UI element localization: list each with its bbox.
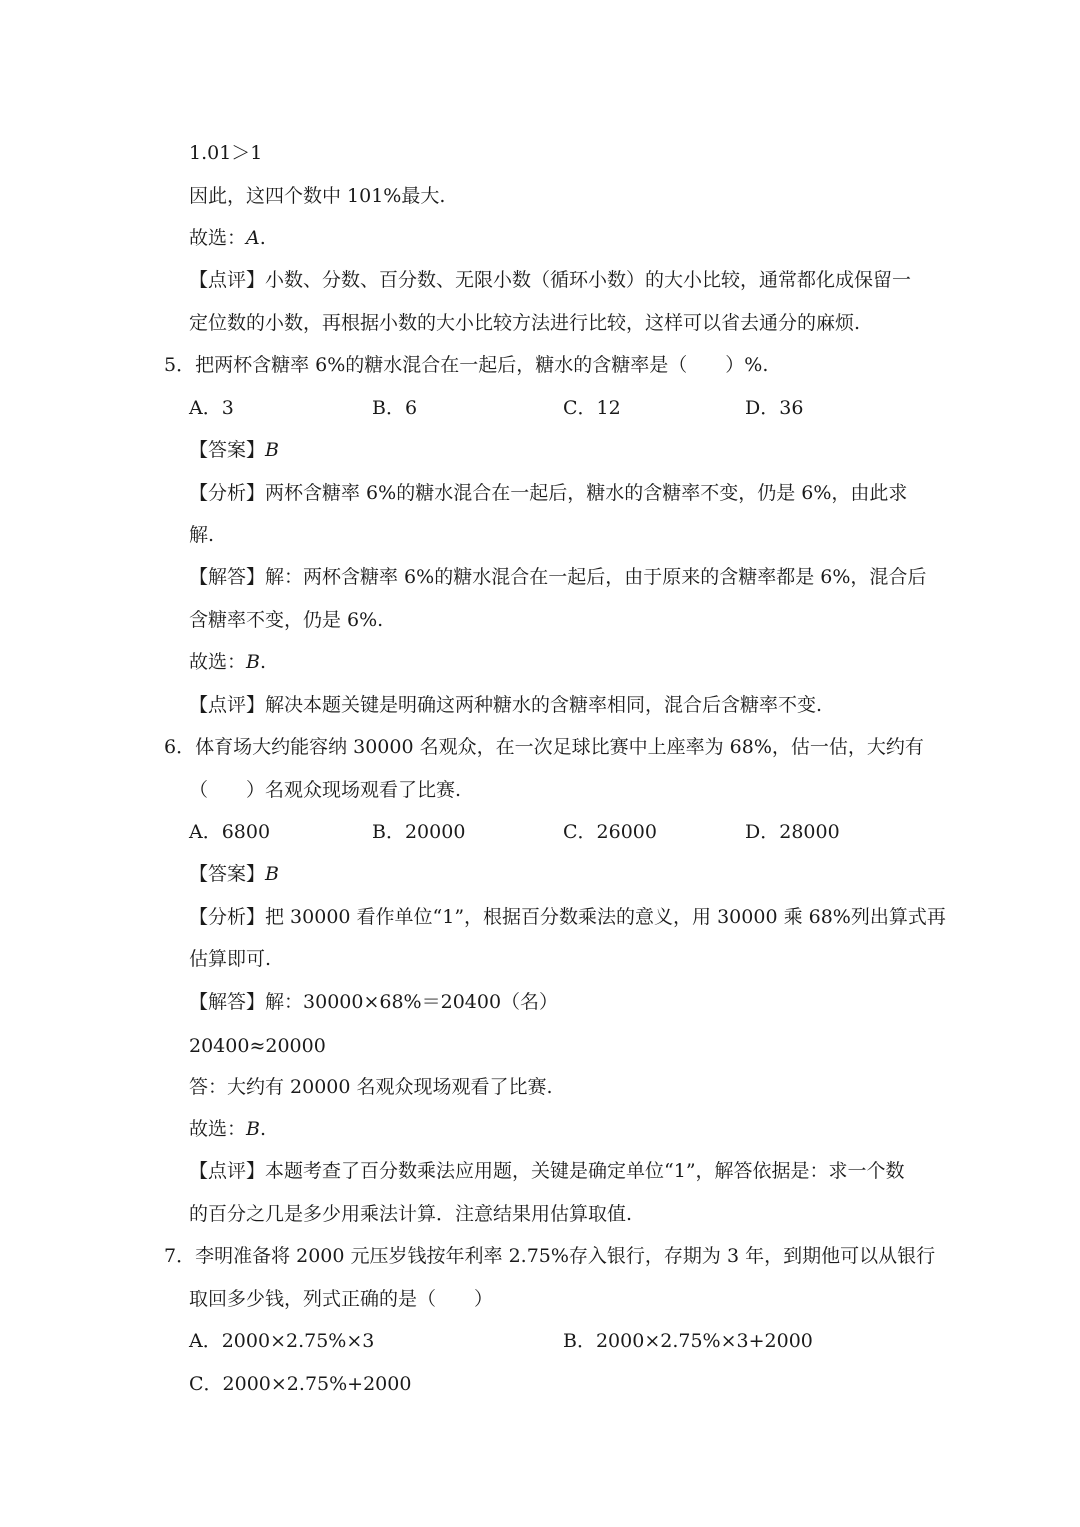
comment-text: 小数、分数、百分数、无限小数（循环小数）的大小比较，通常都化成保留一 (265, 269, 912, 291)
comment-line (189, 1158, 905, 1184)
choose-label: 故选： (189, 227, 247, 249)
option-c: C．2000×2.75%+2000 (189, 1373, 412, 1395)
answer-line (189, 437, 279, 463)
answer-value: B (265, 439, 279, 461)
answer-line (189, 861, 279, 887)
choose-label: 故选： (189, 651, 247, 673)
question-6-stem (164, 734, 924, 760)
text-line: 20400≈20000 (189, 1035, 326, 1057)
choose-line (189, 1116, 266, 1142)
solution-line (189, 564, 926, 590)
text-line: 的百分之几是多少用乘法计算．注意结果用估算取值. (189, 1203, 633, 1225)
solution-tag: 【解答】 (189, 991, 266, 1013)
analysis-line (189, 480, 907, 506)
option-c: C．12 (563, 397, 621, 419)
analysis-text: 两杯含糖率 6%的糖水混合在一起后，糖水的含糖率不变，仍是 6%，由此求 (265, 482, 908, 504)
solution-text: 解：30000×68%＝20400（名） (265, 991, 559, 1013)
option-a: A．2000×2.75%×3 (189, 1330, 375, 1352)
text-line: 定位数的小数，再根据小数的大小比较方法进行比较，这样可以省去通分的麻烦. (189, 312, 861, 334)
answer-tag: 【答案】 (189, 863, 266, 885)
comment-tag: 【点评】 (189, 694, 266, 716)
answer-value: B (265, 863, 279, 885)
analysis-text: 把 30000 看作单位“1”，根据百分数乘法的意义，用 30000 乘 68%列出算式再 (265, 906, 946, 928)
choose-line (189, 225, 266, 251)
comment-text: 本题考查了百分数乘法应用题，关键是确定单位“1”，解答依据是：求一个数 (265, 1160, 905, 1182)
choose-period: . (259, 1118, 267, 1140)
solution-line (189, 989, 558, 1015)
option-b: B．6 (372, 397, 418, 419)
text-line: （ ）名观众现场观看了比赛. (189, 779, 462, 801)
analysis-tag: 【分析】 (189, 906, 266, 928)
choose-answer: B (246, 651, 260, 673)
comment-line (189, 692, 822, 718)
text-line: 取回多少钱，列式正确的是（ ） (189, 1288, 494, 1310)
text-line: 1.01＞1 (189, 142, 263, 164)
solution-tag: 【解答】 (189, 566, 266, 588)
text-line: 因此，这四个数中 101%最大. (189, 185, 446, 207)
choose-answer: B (246, 1118, 260, 1140)
question-5-stem (164, 352, 768, 378)
answer-tag: 【答案】 (189, 439, 266, 461)
analysis-tag: 【分析】 (189, 482, 266, 504)
comment-tag: 【点评】 (189, 269, 266, 291)
option-a: A．3 (189, 397, 234, 419)
question-number: 6． (164, 736, 196, 758)
comment-text: 解决本题关键是明确这两种糖水的含糖率相同，混合后含糖率不变. (265, 694, 823, 716)
option-d: D．28000 (745, 821, 840, 843)
question-text: 把两杯含糖率 6%的糖水混合在一起后，糖水的含糖率是（ ）%. (195, 354, 769, 376)
option-c: C．26000 (563, 821, 657, 843)
text-line: 估算即可. (189, 948, 272, 970)
choose-period: . (259, 651, 267, 673)
choose-answer: A (246, 227, 260, 249)
comment-line (189, 267, 911, 293)
choose-label: 故选： (189, 1118, 247, 1140)
option-d: D．36 (745, 397, 804, 419)
option-a: A．6800 (189, 821, 271, 843)
option-b: B．2000×2.75%×3+2000 (563, 1330, 813, 1352)
text-line: 答：大约有 20000 名观众现场观看了比赛. (189, 1076, 553, 1098)
text-line: 解. (189, 524, 215, 546)
question-7-stem (164, 1243, 935, 1269)
question-text: 体育场大约能容纳 30000 名观众，在一次足球比赛中上座率为 68%，估一估，大约有 (195, 736, 924, 758)
comment-tag: 【点评】 (189, 1160, 266, 1182)
text-line: 含糖率不变，仍是 6%. (189, 609, 384, 631)
question-text: 李明准备将 2000 元压岁钱按年利率 2.75%存入银行，存期为 3 年，到期他可以从银行 (195, 1245, 936, 1267)
option-b: B．20000 (372, 821, 466, 843)
question-number: 7． (164, 1245, 196, 1267)
analysis-line (189, 904, 946, 930)
question-number: 5． (164, 354, 196, 376)
solution-text: 解：两杯含糖率 6%的糖水混合在一起后，由于原来的含糖率都是 6%，混合后 (265, 566, 927, 588)
choose-period: . (259, 227, 266, 249)
choose-line (189, 649, 266, 675)
